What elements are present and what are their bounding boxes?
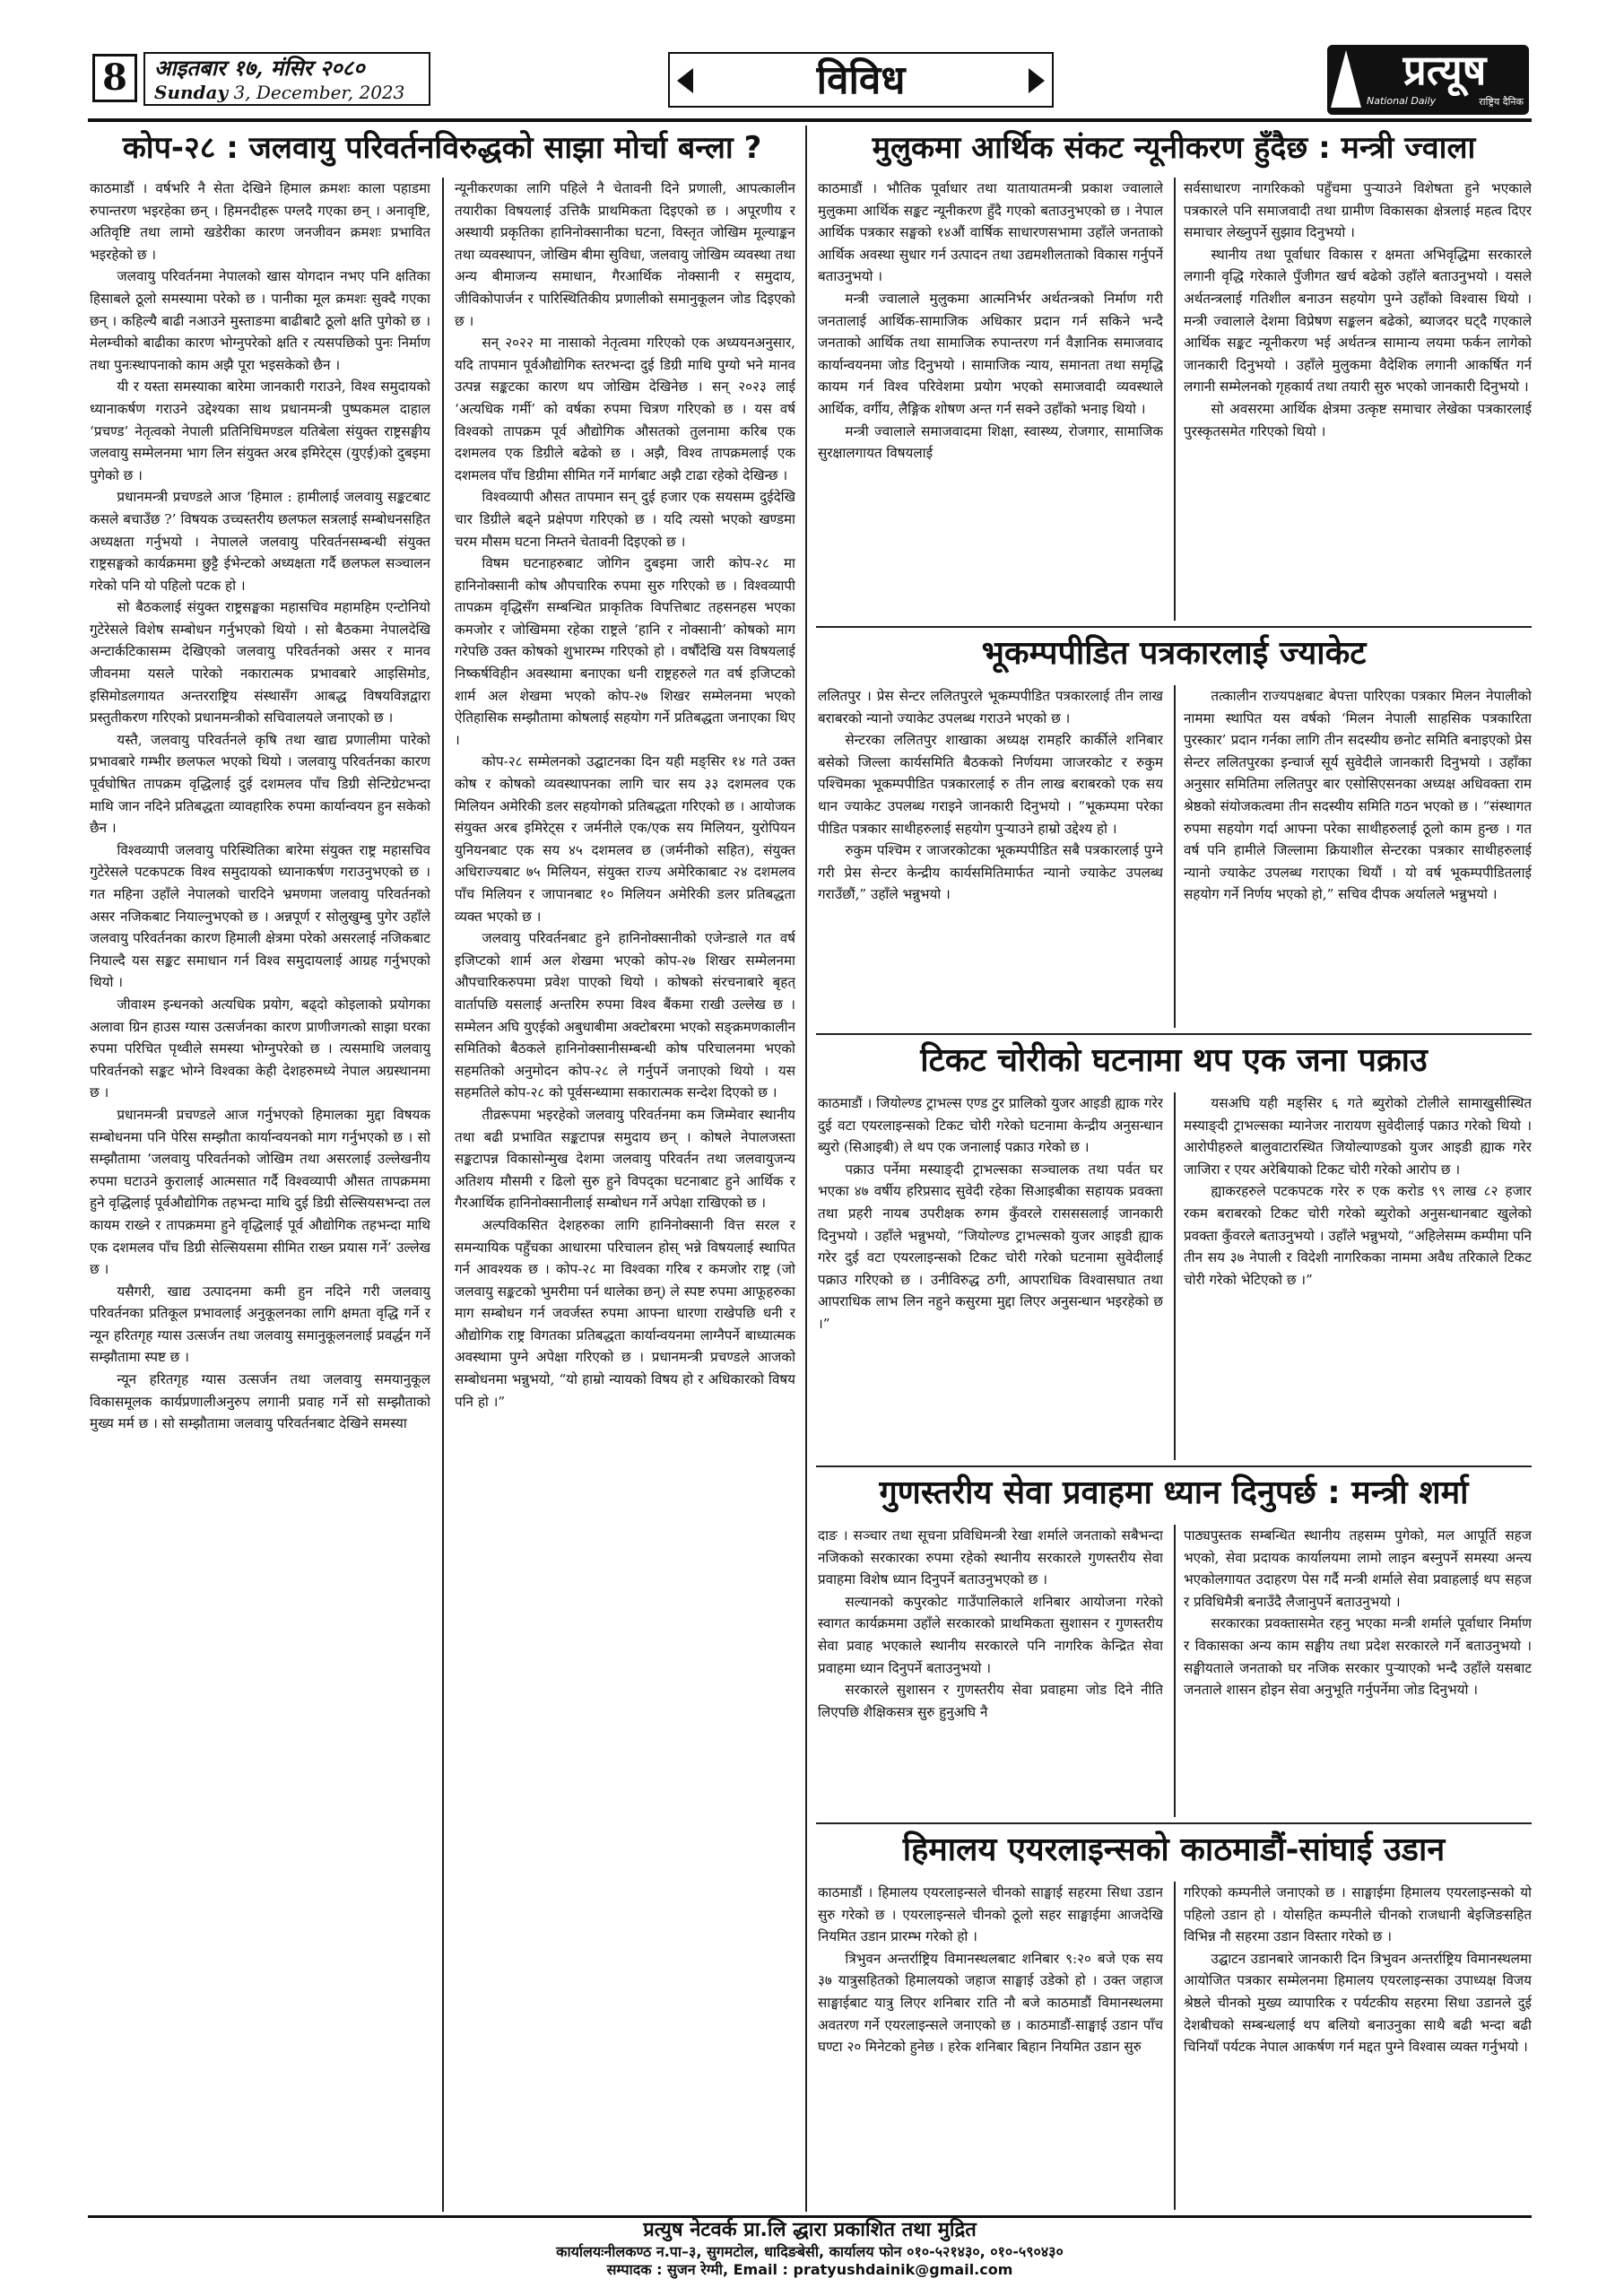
paragraph: न्यून हरितगृह ग्यास उत्सर्जन तथा जलवायु समयानुकूल विकासमूलक कार्यप्रणालीअनुरुप लगानी प्रवाह गर्ने सो सम्झौताको मुख्य मर्म छ । सो सम्झौतामा जलवायु परिवर्तनबाट देखिने समस्या bbox=[90, 1371, 430, 1432]
publisher-line: प्रत्युष नेटवर्क प्रा.लि द्धारा प्रकाशित तथा मुद्रित bbox=[643, 2219, 977, 2241]
paragraph: तीव्ररूपमा भइरहेको जलवायु परिवर्तनमा कम जिम्मेवार स्थानीय तथा बढी प्रभावित सङ्कटापन्न समुदाय छन् । कोषले नेपालजस्ता सङ्कटापन्न विकासोन्मुख देशमा जलवायु परिवर्तन तथा जलवायुजन्य अतिशय मौसमी र ढिलो सुरु हुने विपद्का घटनाबाट हुने आर्थिक र गैरआर्थिक हानिनोक्सानीलाई सम्बोधन गर्ने अपेक्षा राखिएको छ । bbox=[455, 1106, 795, 1212]
column-rule bbox=[1174, 178, 1176, 621]
paragraph: दाङ । सञ्चार तथा सूचना प्रविधिमन्त्री रेखा शर्माले जनताको सबैभन्दा नजिकको सरकारका रुपमा रहेको स्थानीय सरकारले गुणस्तरीय सेवा प्रवाहमा विशेष ध्यान दिनुपर्ने बताउनुभएको छ । bbox=[818, 1527, 1163, 1588]
paragraph: सरकारका प्रवक्तासमेत रहनु भएका मन्त्री शर्माले पूर्वाधार निर्माण र विकासका अन्य काम सङ्घीय तथा प्रदेश सरकारले गर्ने बताउनुभयो । सङ्घीयताले जनताको घर नजिक सरकार पुऱ्याएको भन्दै उहाँले यसबाट जनताले शासन होइन सेवा अनुभूति गर्नुपर्नेमा जोड दिनुभयो । bbox=[1184, 1615, 1532, 1699]
column-rule bbox=[1174, 1525, 1176, 1817]
masthead-rule bbox=[88, 118, 1532, 122]
paragraph: मन्त्री ज्वालाले मुलुकमा आत्मनिर्भर अर्थतन्त्रको निर्माण गरी जनतालाई आर्थिक-सामाजिक अधिकार प्रदान गर्न सकिने भन्दै जनताको आर्थिक तथा सामाजिक रुपान्तरण गर्न वैज्ञानिक समाजवाद कार्यान्वयनमा जोड दिनुभयो । सामाजिक न्याय, समानता तथा समृद्धि कायम गर्न विश्व परिवेशमा प्रयोग भएको समाजवादी व्यवस्थाले आर्थिक, वर्गीय, लैङ्गिक शोषण अन्त गर्न सक्ने उहाँको भनाइ थियो । bbox=[818, 290, 1163, 417]
logo-sub-nepali: राष्ट्रिय दैनिक bbox=[1479, 96, 1524, 108]
paragraph: सो बैठकलाई संयुक्त राष्ट्रसङ्घका महासचिव महामहिम एन्टोनियो गुटेरेसले विशेष सम्बोधन गर्नुभएको थियो । सो बैठकमा नेपालदेखि अन्टार्कटिकासम्म देखिएको जलवायु परिवर्तनको असर र मानव जीवनमा यसले पारेको नकारात्मक प्रभावबारे आइसिमोड, इसिमोडलगायत अन्तरराष्ट्रिय संस्थासँग आबद्ध विषयविज्ञद्वारा प्रस्तुतीकरण गरिएको प्रधानमन्त्रीको सचिवालयले जनाएको छ । bbox=[90, 599, 430, 726]
paragraph: काठमाडौं । हिमालय एयरलाइन्सले चीनको साङ्घाई सहरमा सिधा उडान सुरु गरेको छ । एयरलाइन्सले चीनको ठूलो सहर साङ्घाईमा आजदेखि नियमित उडान प्रारम्भ गरेको हो । bbox=[818, 1884, 1163, 1945]
himalaya-column-1 bbox=[818, 1882, 1163, 2213]
economy-headline: मुलुकमा आर्थिक संकट न्यूनीकरण हुँदैछ : मन्त्री ज्वाला bbox=[872, 130, 1476, 166]
ticket-column-2 bbox=[1184, 1092, 1532, 1464]
paragraph: रुकुम पश्चिम र जाजरकोटका भूकम्पपीडित सबै पत्रकारलाई पुग्ने गरी प्रेस सेन्टर केन्द्रीय कार्यसमितिमार्फत न्यानो ज्याकेट उपलब्ध गराउँछौं,” उहाँले भन्नुभयो । bbox=[818, 842, 1163, 903]
paragraph: स्थानीय तथा पूर्वाधार विकास र क्षमता अभिवृद्धिमा सरकारले लगानी वृद्धि गरेकाले पुँजीगत खर्च बढेको उहाँले बताउनुभयो । यसले अर्थतन्त्रलाई गतिशील बनाउन सहयोग पुग्ने उहाँको विश्वास थियो । मन्त्री ज्वालाले देशमा विप्रेषण सङ्कलन बढेको, ब्याजदर घट्दै गएकाले आर्थिक सङ्कट न्यूनीकरण भई अर्थतन्त्र सामान्य लयमा फर्कन लागेको जानकारी दिनुभयो । उहाँले मुलुकमा वैदेशिक लगानी आकर्षित गर्न लगानी सम्मेलनको गृहकार्य तथा तयारी सुरु भएको जानकारी दिनुभयो । bbox=[1184, 246, 1532, 396]
column-rule bbox=[1174, 1882, 1176, 2210]
paragraph: तत्कालीन राज्यपक्षबाट बेपत्ता पारिएका पत्रकार मिलन नेपालीको नाममा स्थापित यस वर्षको ‘मिलन नेपाली साहसिक पत्रकारिता पुरस्कार’ प्रदान गर्नका लागि तीन सदस्यीय छनोट समिति बनाइएको प्रेस सेन्टर ललितपुरका इन्चार्ज सूर्य सुवेदीले जानकारी दिनुभयो । उहाँका अनुसार समितिमा ललितपुर बार एसोसिएसनका अध्यक्ष अधिवक्ता राम श्रेष्ठको संयोजकत्वमा तीन सदस्यीय समिति गठन भएको छ । “संस्थागत रुपमा सहयोग गर्दा आफ्ना परेका साथीहरुलाई ठूलो काम हुन्छ । गत वर्ष पनि हामीले जिल्लामा क्रियाशील सेन्टरका पत्रकार साथीहरुलाई न्यानो ज्याकेट उपलब्ध गराएका थियौं । यो वर्ष भूकम्पपीडितलाई सहयोग गर्ने निर्णय भएको हो,” सचिव दीपक अर्यालले भन्नुभयो । bbox=[1184, 688, 1532, 903]
service-column-2 bbox=[1184, 1525, 1532, 1821]
quake-column-2 bbox=[1184, 685, 1532, 1031]
economy-column-1 bbox=[818, 178, 1163, 624]
paragraph: प्रधानमन्त्री प्रचण्डले आज ‘हिमाल : हामीलाई जलवायु सङ्कटबाट कसले बचाउँछ ?’ विषयक उच्चस्तरीय छलफल सत्रलाई सम्बोधनसहित अध्यक्षता गर्नुभयो । नेपालले जलवायु परिवर्तनसम्बन्धी संयुक्त राष्ट्रसङ्घको कार्यक्रममा छुट्टै ईभेन्टको अध्यक्षता गर्दै छलफल सञ्चालन गरेको पनि यो पहिलो पटक हो । bbox=[90, 489, 430, 594]
climate-column-1 bbox=[90, 178, 430, 2215]
himalaya-headline: हिमालय एयरलाइन्सको काठमाडौं-सांघाई उडान bbox=[902, 1831, 1446, 1868]
section-banner bbox=[668, 52, 1054, 108]
column-rule bbox=[442, 178, 444, 2212]
service-headline: गुणस्तरीय सेवा प्रवाहमा ध्यान दिनुपर्छ : मन्त्री शर्मा bbox=[879, 1474, 1469, 1511]
paragraph: विषम घटनाहरुबाट जोगिन दुबइमा जारी कोप-२८ मा हानिनोक्सानी कोष औपचारिक रुपमा सुरु गरिएको छ । विश्वव्यापी तापक्रम वृद्धिसँग सम्बन्धित प्राकृतिक विपत्तिबाट तहसनहस भएका कमजोर र जोखिममा रहेका राष्ट्रले ‘हानि र नोक्सानी’ कोषको माग गरेपछि उक्त कोषको शुभारम्भ गरिएको हो । वर्षौंदेखि यस विषयलाई निष्कर्षविहीन अवस्थामा बनाएका धनी राष्ट्रहरुले गत वर्ष इजिप्टको शार्म अल शेखमा भएको कोप-२७ शिखर सम्मेलनमा भएको ऐतिहासिक सम्झौतामा कोषलाई सहयोग गर्ने प्रतिबद्धता जनाएका थिए । bbox=[455, 555, 795, 748]
paragraph: गरिएको कम्पनीले जनाएको छ । साङ्घाईमा हिमालय एयरलाइन्सको यो पहिलो उडान हो । योसहित कम्पनीले चीनको राजधानी बेइजिङसहित विभिन्न नौ सहरमा उडान विस्तार गरेको छ । bbox=[1184, 1884, 1532, 1945]
page-number: 8 bbox=[92, 54, 137, 102]
paragraph: जीवाश्म इन्धनको अत्यधिक प्रयोग, बढ्दो कोइलाको प्रयोगका अलावा ग्रिन हाउस ग्यास उत्सर्जनका कारण प्राणीजगत्को साझा घरका रुपमा परिचित पृथ्वीले समस्या भोग्नुपरेको छ । त्यसमाथि जलवायु परिवर्तनको सङ्कट भोग्ने विश्वका केही देशहरुमध्ये नेपाल अग्रस्थानमा छ । bbox=[90, 996, 430, 1101]
quake-headline: भूकम्पपीडित पत्रकारलाई ज्याकेट bbox=[981, 635, 1367, 672]
paragraph: सरकारले सुशासन र गुणस्तरीय सेवा प्रवाहमा जोड दिने नीति लिएपछि शैक्षिकसत्र सुरु हुनुअघि नै bbox=[818, 1682, 1163, 1720]
paragraph: विश्वव्यापी जलवायु परिस्थितिका बारेमा संयुक्त राष्ट्र महासचिव गुटेरेसले पटकपटक विश्व समुदायको ध्यानाकर्षण गराउनुभएको छ । गत महिना उहाँले नेपालको चारदिने भ्रमणमा जलवायु परिवर्तनको असर नजिकबाट नियाल्नुभएको छ । अन्नपूर्ण र सोलुखुम्बु पुगेर उहाँले जलवायु परिवर्तनका कारण हिमाली क्षेत्रमा परेको असरलाई नजिकबाट नियाल्दै यस सङ्कट समाधान गर्न विश्व समुदायलाई आग्रह गर्नुभएको थियो । bbox=[90, 841, 430, 991]
paragraph: पाठ्यपुस्तक सम्बन्धित स्थानीय तहसम्म पुगेको, मल आपूर्ति सहज भएको, सेवा प्रदायक कार्यालयमा लामो लाइन बस्नुपर्ने समस्या अन्त्य भएकोलगायत उदाहरण पेस गर्दै मन्त्री शर्माले सेवा प्रवाहलाई थप सहज र प्रविधिमैत्री बनाउँदै लैजानुपर्ने बताउनुभयो । bbox=[1184, 1527, 1532, 1610]
paragraph: सो अवसरमा आर्थिक क्षेत्रमा उत्कृष्ट समाचार लेखेका पत्रकारलाई पुरस्कृतसमेत गरिएको थियो । bbox=[1184, 400, 1532, 439]
paragraph: काठमाडौं । वर्षभरि नै सेता देखिने हिमाल क्रमशः काला पहाडमा रुपान्तरण भइरहेका छन् । हिमनदीहरू पग्लदै गएका छन् । अनावृष्टि, अतिवृष्टि तथा लामो खडेरीका कारण जनजीवन क्रमशः प्रभावित भइरहेको छ । bbox=[90, 180, 430, 263]
logo-mark-icon bbox=[1331, 50, 1361, 108]
section-title: विविध bbox=[816, 57, 906, 103]
logo-sub-english: National Daily bbox=[1367, 95, 1437, 107]
paragraph: उद्घाटन उडानबारे जानकारी दिन त्रिभुवन अन्तर्राष्ट्रिय विमानस्थलमा आयोजित पत्रकार सम्मेलनमा हिमालय एयरलाइन्सका उपाध्यक्ष विजय श्रेष्ठले चीनको मुख्य व्यापारिक र पर्यटकीय सहरमा सिधा उडानले दुई देशबीचको सम्बन्धलाई थप बलियो बनाउनुका साथै बढी भन्दा बढी चिनियाँ पर्यटक नेपाल आकर्षण गर्न मद्दत पुग्ने विश्वास व्यक्त गर्नुभयो । bbox=[1184, 1950, 1532, 2056]
ticket-column-1 bbox=[818, 1092, 1163, 1464]
paragraph: प्रधानमन्त्री प्रचण्डले आज गर्नुभएको हिमालका मुद्दा विषयक सम्बोधनमा पनि पेरिस सम्झौता कार्यान्वयनको माग गर्नुभएको छ । सो सम्झौतामा ‘जलवायु परिवर्तनको जोखिम तथा असरलाई उल्लेखनीय रुपमा घटाउने कुरालाई आत्मसात गर्दै विश्वव्यापी औसत तापक्रममा हुने वृद्धिलाई पूर्वऔद्योगिक तहभन्दा माथि दुई डिग्री सेल्सियसभन्दा तल कायम राख्ने र तापक्रममा हुने वृद्धिलाई पूर्व औद्योगिक तहभन्दा माथि एक दशमलव पाँच डिग्री सेल्सियसमा सीमित राख्न प्रयास गर्ने’ उल्लेख छ । bbox=[90, 1106, 430, 1278]
paragraph: जलवायु परिवर्तनमा नेपालको खास योगदान नभए पनि क्षतिका हिसाबले ठूलो समस्यामा परेको छ । पानीका मूल क्रमशः सुक्दै गएका छन् । कहिल्यै बाढी नआउने मुस्ताङमा बाढीबाटै ठूलो क्षति पुगेको छ । मेलम्चीको बाढीका कारण भोग्नुपरेको क्षति र त्यसपछिको पुनः निर्माण तथा पुनःस्थापनाको काम अझै पूरा भइसकेको छैन । bbox=[90, 268, 430, 373]
date-english-rest: 3, December, 2023 bbox=[233, 82, 405, 103]
paragraph: सन् २०२२ मा नासाको नेतृत्वमा गरिएको एक अध्ययनअनुसार, यदि तापमान पूर्वऔद्योगिक स्तरभन्दा दुई डिग्री माथि पुग्यो भने मानव उत्पन्न सङ्कटका कारण थप जोखिम देखिनेछ । सन् २०२३ लाई ‘अत्यधिक गर्मी’ को वर्षका रुपमा चित्रण गरिएको छ । यस वर्ष विश्वको तापक्रम पूर्व औद्योगिक औसतको तुलनामा करिब एक दशमलव एक डिग्रीले बढेको छ । अझै, विश्व तापक्रमलाई एक दशमलव पाँच डिग्रीमा सीमित गर्ने मार्गबाट अझै टाढा रहेको देखिन्छ । bbox=[455, 335, 795, 483]
article-divider bbox=[816, 1033, 1532, 1035]
paragraph: मन्त्री ज्वालाले समाजवादमा शिक्षा, स्वास्थ्य, रोजगार, सामाजिक सुरक्षालगायत विषयलाई bbox=[818, 422, 1163, 462]
paragraph: सेन्टरका ललितपुर शाखाका अध्यक्ष रामहरि कार्कीले शनिबार बसेको जिल्ला कार्यसमिति बैठकको निर्णयमा जाजरकोट र रुकुम पश्चिमका भूकम्पपीडित पत्रकारलाई रु तीन लाख बराबरको एक सय थान ज्याकेट उपलब्ध गराइने जानकारी दिनुभयो । “भूकम्पमा परेका पीडित पत्रकार साथीहरुलाई सहयोग पुऱ्याउने हाम्रो उद्देश्य हो । bbox=[818, 732, 1163, 837]
paragraph: यी र यस्ता समस्याका बारेमा जानकारी गराउने, विश्व समुदायको ध्यानाकर्षण गराउने उद्देश्यका साथ प्रधानमन्त्री पुष्पकमल दाहाल ‘प्रचण्ड’ नेतृत्वको नेपाली प्रतिनिधिमण्डल यतिबेला संयुक्त राष्ट्रसङ्घीय जलवायु सम्मेलनमा भाग लिन संयुक्त अरब इमिरेट्स (युएई)को दुबइमा पुगेको छ । bbox=[90, 378, 430, 483]
paragraph: सल्यानको कपुरकोट गाउँपालिकाले शनिबार आयोजना गरेको स्वागत कार्यक्रममा उहाँले सरकारको प्राथमिकता सुशासन र गुणस्तरीय सेवा प्रवाह भएकाले स्थानीय सरकारले पनि नागरिक केन्द्रित सेवा प्रवाहमा ध्यान दिनुपर्ने बताउनुभयो । bbox=[818, 1593, 1163, 1676]
right-triangle-icon bbox=[1029, 68, 1045, 93]
section-rule bbox=[805, 126, 807, 2212]
imprint-footer bbox=[88, 2215, 1532, 2278]
article-divider bbox=[816, 1465, 1532, 1467]
paragraph: काठमाडौं । जियोल्ण्ड ट्राभल्स एण्ड टुर प्रालिको युजर आइडी ह्याक गरेर दुई वटा एयरलाइन्सको टिकट चोरी गरेको घटनामा केन्द्रीय अनुसन्धान ब्युरो (सिआइबी) ले थप एक जनालाई पक्राउ गरेको छ । bbox=[818, 1095, 1163, 1156]
editor-line bbox=[88, 2261, 1532, 2279]
paragraph: कोप-२८ सम्मेलनको उद्घाटनका दिन यही मङ्सिर १४ गते उक्त कोष र कोषको व्यवस्थापनका लागि चार सय ३३ दशमलव एक मिलियन अमेरिकी डलर सहयोगको प्रतिबद्धता गरिएको छ । आयोजक संयुक्त अरब इमिरेट्स र जर्मनीले एक/एक सय मिलियन, युरोपियन युनियनबाट एक सय ४५ दशमलव छ (जर्मनीको सहित), संयुक्त अधिराज्यबाट ७५ मिलियन, संयुक्त राज्य अमेरिकाबाट २४ दशमलव पाँच मिलियन र जापानबाट १० मिलियन अमेरिकी डलर प्रतिबद्धता व्यक्त भएको छ । bbox=[455, 753, 795, 925]
office-address: कार्यालयःनीलकण्ठ न.पा–३, सुगमटोल, धादिङबेसी, कार्यालय फोन ०१०-५२१४३०, ०१०-५९०४३० bbox=[556, 2243, 1064, 2260]
paragraph: न्यूनीकरणका लागि पहिले नै चेतावनी दिने प्रणाली, आपत्कालीन तयारीका विषयलाई उत्तिकै प्राथमिकता दिइएको छ । अपूरणीय र अस्थायी प्रकृतिका हानिनोक्सानीका घटना, विस्तृत जोखिम मूल्याङ्कन तथा व्यवस्थापन, जोखिम बीमा सुविधा, जलवायु जोखिम व्यवस्था तथा अन्य बीमाजन्य समाधान, गैरआर्थिक नोक्सानी र समुदाय, जीविकोपार्जन र पारिस्थितिकीय प्रणालीको समानुकूलन जोड दिइएको छ । bbox=[455, 180, 795, 329]
column-rule bbox=[1174, 685, 1176, 1028]
editor-email[interactable]: pratyushdainik@gmail.com bbox=[793, 2261, 1013, 2278]
paragraph: विश्वव्यापी औसत तापमान सन् दुई हजार एक सयसम्म दुईदेखि चार डिग्रीले बढ्ने प्रक्षेपण गरिएको छ । यदि त्यसो भएको खण्डमा चरम मौसम घटना निम्तने चेतावनी दिइएको छ । bbox=[455, 489, 795, 550]
paragraph: त्रिभुवन अन्तर्राष्ट्रिय विमानस्थलबाट शनिबार ९:२० बजे एक सय ३७ यात्रुसहितको हिमालयको जहाज साङ्घाई उडेको हो । उक्त जहाज साङ्घाईबाट यात्रु लिएर शनिबार राति नौ बजे काठमाडौं विमानस्थलमा अवतरण गर्ने एयरलाइन्सले जनाएको छ । काठमाडौं-साङ्घाई उडान पाँच घण्टा २० मिनेटको हुनेछ । हरेक शनिबार बिहान नियमित उडान सुरु bbox=[818, 1950, 1163, 2056]
issue-date bbox=[143, 52, 430, 106]
date-english bbox=[154, 81, 420, 104]
paragraph: ह्याकरहरुले पटकपटक गरेर रु एक करोड ९९ लाख ८२ हजार रकम बराबरको टिकट चोरी गरेको ब्युरोको अनुसन्धानबाट खुलेको प्रवक्ता कुँवरले बताउनुभयो । उहाँले भन्नुभयो, “अहिलेसम्म कम्पीमा पनि तीन सय ३७ नेपाली र विदेशी नागरिकका नाममा अवैध तरिकाले टिकट चोरी गरेको भेटिएको छ ।” bbox=[1184, 1183, 1532, 1288]
paragraph: यस्तै, जलवायु परिवर्तनले कृषि तथा खाद्य प्रणालीमा पारेको प्रभावबारे गम्भीर छलफल भएको थियो । जलवायु परिवर्तनका कारण पूर्वघोषित तापक्रम वृद्धिलाई दुई दशमलव पाँच डिग्री सेन्टिग्रेटभन्दा माथि जान नदिने प्रतिबद्धता व्यावहारिक रुपमा कार्यान्वयन हुन सकेको छैन । bbox=[90, 731, 430, 837]
paragraph: अल्पविकसित देशहरुका लागि हानिनोक्सानी वित्त सरल र समन्यायिक पहुँचका आधारमा परिचालन होस् भन्ने विषयलाई स्थापित गर्न आवश्यक छ । कोप-२८ मा विश्वका गरिब र कमजोर राष्ट्र (जो जलवायु सङ्कटको भुमरीमा पर्न थालेका छन्) ले स्पष्ट रुपमा आफूहरुका माग सम्बोधन गर्न जवर्जस्त रुपमा आफ्ना धारणा राखेपछि धनी र औद्योगिक राष्ट्र विगतका प्रतिबद्धता कार्यान्वयनमा लाग्नैपर्ने बाध्यात्मक अवस्थामा पुग्ने अपेक्षा गरिएको छ । प्रधानमन्त्री प्रचण्डले आजको सम्बोधनमा भन्नुभयो, “यो हाम्रो न्यायको विषय हो र अधिकारको विषय पनि हो ।” bbox=[455, 1216, 795, 1410]
paragraph: सर्वसाधारण नागरिकको पहुँचमा पुऱ्याउने विशेषता हुने भएकाले पत्रकारले पनि समाजवादी तथा ग्रामीण विकासका क्षेत्रलाई महत्व दिएर समाचार लेख्नुपर्ने सुझाव दिनुभयो । bbox=[1184, 180, 1532, 241]
climate-column-2 bbox=[455, 178, 795, 2215]
editor-name: सम्पादक : सुजन रेग्मी, Email : bbox=[606, 2261, 788, 2278]
newspaper-logo bbox=[1327, 45, 1529, 115]
paragraph: यसैगरी, खाद्य उत्पादनमा कमी हुन नदिने गरी जलवायु परिवर्तनका प्रतिकूल प्रभावलाई अनुकूलनका लागि क्षमता वृद्धि गर्ने र न्यून हरितगृह ग्यास उत्सर्जन तथा जलवायु समानुकूलनलाई प्रवर्द्धन गर्ने सम्झौतामा स्पष्ट छ । bbox=[90, 1283, 430, 1366]
paragraph: यसअघि यही मङ्सिर ६ गते ब्युरोको टोलीले सामाखुसीस्थित मस्याङ्दी ट्राभल्सका म्यानेजर नारायण सुवेदीलाई पक्राउ गरेको थियो । आरोपीहरुले बालुवाटारस्थित जियोल्याण्डको युजर आइडी ह्याक गरेर जाजिरा र एयर अरेबियाको टिकट चोरी गरेको आरोप छ । bbox=[1184, 1095, 1532, 1178]
date-nepali: आइतबार १७, मंसिर २०८० bbox=[154, 55, 365, 81]
paragraph: ललितपुर । प्रेस सेन्टर ललितपुरले भूकम्पपीडित पत्रकारलाई तीन लाख बराबरको न्यानो ज्याकेट उपलब्ध गराउने भएको छ । bbox=[818, 688, 1163, 726]
article-divider bbox=[816, 1822, 1532, 1824]
paragraph: काठमाडौं । भौतिक पूर्वाधार तथा यातायातमन्त्री प्रकाश ज्वालाले मुलुकमा आर्थिक सङ्कट न्यूनीकरण हुँदै गएको बताउनुभएको छ । नेपाल आर्थिक पत्रकार सङ्घको १४औं वार्षिक साधारणसभामा उहाँले जनताको आर्थिक अवस्था सुधार गर्न उत्पादन तथा उद्यमशीलताको विकास गर्नुपर्ने बताउनुभयो । bbox=[818, 180, 1163, 285]
date-english-day: Sunday bbox=[154, 82, 229, 103]
logo-name: प्रत्यूष bbox=[1403, 46, 1487, 94]
ticket-headline: टिकट चोरीको घटनामा थप एक जना पक्राउ bbox=[920, 1042, 1428, 1079]
quake-column-1 bbox=[818, 685, 1163, 1031]
article-divider bbox=[816, 626, 1532, 628]
economy-column-2 bbox=[1184, 178, 1532, 624]
service-column-1 bbox=[818, 1525, 1163, 1821]
paragraph: पक्राउ पर्नेमा मस्याङ्दी ट्राभल्सका सञ्चालक तथा पर्वत घर भएका ४७ वर्षीय हरिप्रसाद सुवेदी रहेका सिआइबीका सहायक प्रवक्ता तथा प्रहरी नायब उपरीक्षक रुगम कुँवरले रासससलाई जानकारी दिनुभयो । उहाँले भन्नुभयो, “जियोल्ण्ड ट्राभल्सको युजर आइडी ह्याक गरेर दुई वटा एयरलाइन्सको टिकट चोरी गरेको घटनामा सुवेदीलाई पक्राउ गरिएको छ । उनीविरुद्ध ठगी, आपराधिक विश्वासघात तथा आपराधिक लाभ लिन नहुने कसुरमा मुद्दा लिएर अनुसन्धान भइरहेको छ ।” bbox=[818, 1161, 1163, 1332]
column-rule bbox=[1174, 1092, 1176, 1460]
climate-headline: कोप-२८ : जलवायु परिवर्तनविरुद्धको साझा मोर्चा बन्ला ? bbox=[122, 130, 762, 166]
paragraph: जलवायु परिवर्तनबाट हुने हानिनोक्सानीको एजेन्डाले गत वर्ष इजिप्टको शार्म अल शेखमा भएको कोप-२७ शिखर सम्मेलनमा औपचारिकरुपमा प्रवेश पाएको थियो । कोषको संरचनाबारे बृहत् वार्तापछि यसलाई अन्तरिम रुपमा विश्व बैंकमा राखी उल्लेख छ । सम्मेलन अघि युएईको अबुधाबीमा अक्टोबरमा भएको सङ्क्रमणकालीन समितिको बैठकले हानिनोक्सानीसम्बन्धी कोष परिचालनमा भएको सहमतिको अनुमोदन कोप-२८ ले गर्नुपर्ने जनाएको थियो । यस सहमतिले कोप-२८ को पूर्वसन्ध्यामा सकारात्मक सन्देश दिएको छ । bbox=[455, 930, 795, 1101]
himalaya-column-2 bbox=[1184, 1882, 1532, 2213]
